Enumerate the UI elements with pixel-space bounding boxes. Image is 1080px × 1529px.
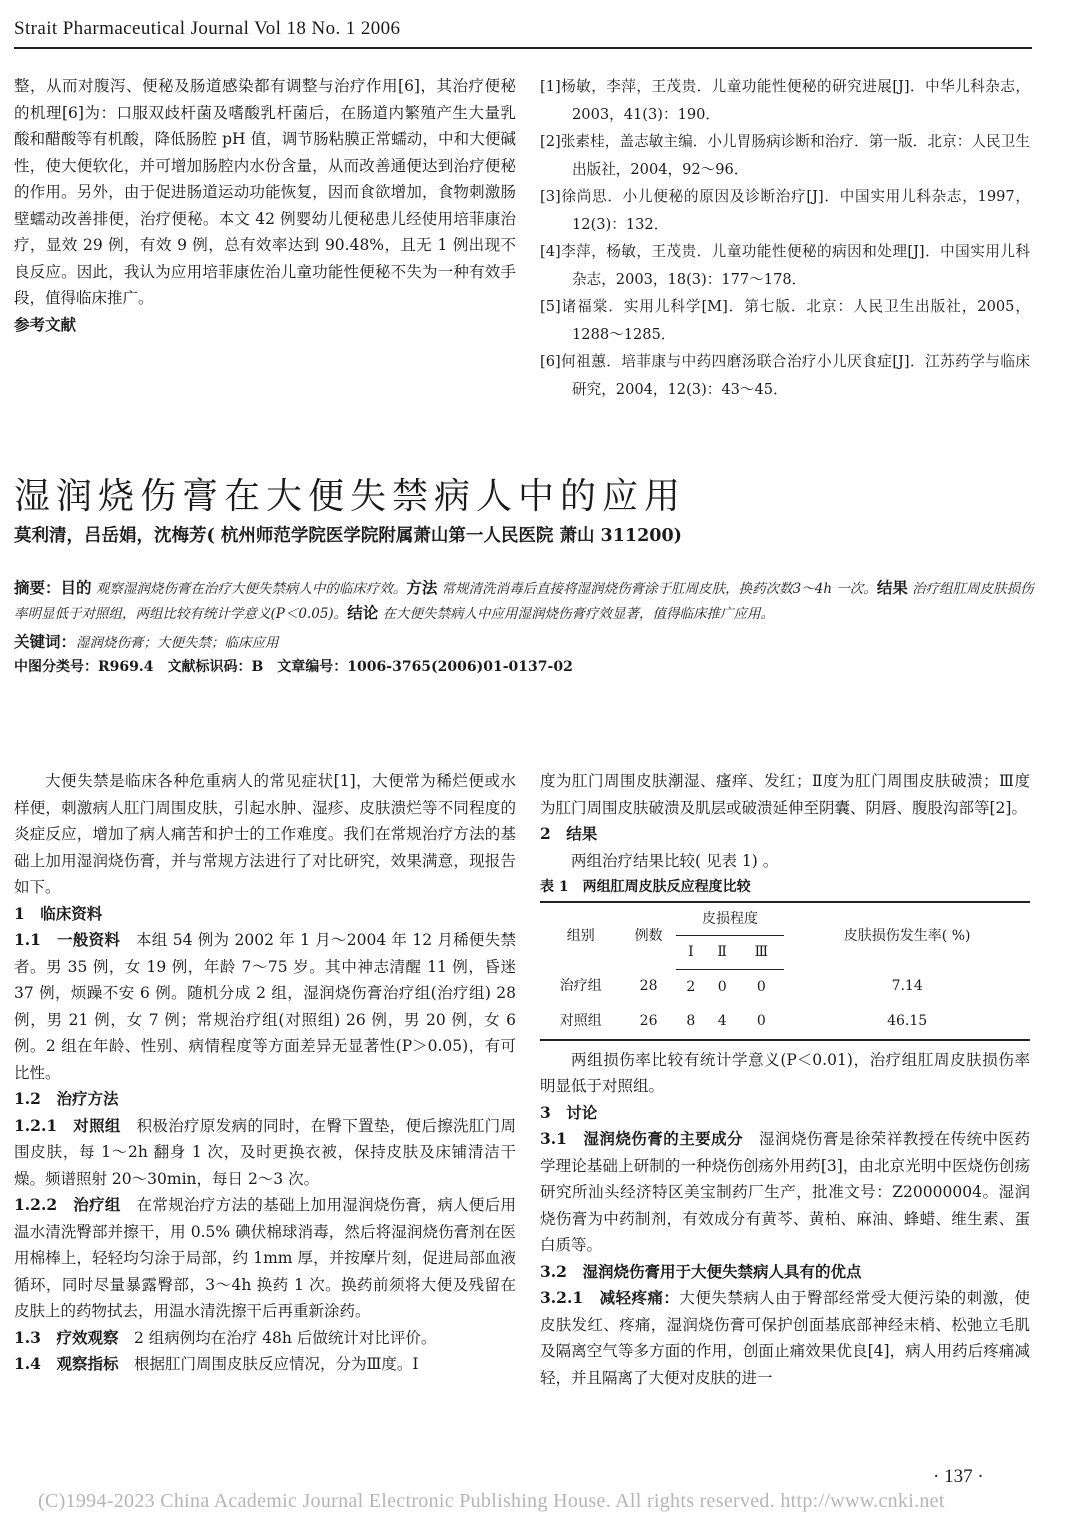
keywords-text: 湿润烧伤膏；大便失禁；临床应用: [76, 635, 279, 651]
section-heading: 3 讨论: [540, 1102, 598, 1122]
method-text: 常规清洗消毒后直接将湿润烧伤膏涂于肛周皮肤，换药次数3～4h 一次。: [441, 581, 877, 597]
table-cell: 8: [676, 1004, 706, 1040]
body-paragraph: [14, 1351, 516, 1378]
subsection-heading: 3.1 湿润烧伤膏的主要成分: [540, 1129, 744, 1148]
reference-item: [4]李萍，杨敏，王茂贵．儿童功能性便秘的病因和处理[J]．中国实用儿科杂志，2003，18(3)：177～178．: [540, 243, 1030, 288]
reference-item: [1]杨敏，李萍，王茂贵．儿童功能性便秘的研究进展[J]．中华儿科杂志，2003，41(3)：190．: [540, 78, 1030, 123]
table-header: 皮损程度: [676, 902, 785, 936]
table-cell: 0: [717, 978, 727, 995]
table-cell: 2: [686, 978, 696, 995]
body-paragraph: [540, 1285, 1030, 1391]
subsection-heading: 1.1 一般资料: [14, 930, 121, 949]
section-heading: 1.2 治疗方法: [14, 1089, 119, 1108]
table-cell: 0: [738, 1004, 784, 1040]
copyright-footer: (C)1994-2023 China Academic Journal Electronic Publishing House. All rights reserved. http://www.cnki.net: [38, 1490, 945, 1512]
subsection-heading: 1.4 观察指标: [14, 1354, 119, 1373]
subsection-heading: 3.2 湿润烧伤膏用于大便失禁病人具有的优点: [540, 1261, 862, 1281]
section-heading: 2 结果: [540, 824, 598, 843]
body-paragraph: [14, 1192, 516, 1325]
table-caption: 表 1 两组肛周皮肤反应程度比较: [540, 879, 751, 895]
subsection-text: 2 组病例均在治疗 48h 后做统计对比评价。: [133, 1328, 437, 1347]
abstract-block: [14, 576, 1034, 679]
subsection-heading: 3.2.1 减轻疼痛：: [540, 1288, 680, 1307]
table-cell: 对照组: [540, 1004, 621, 1040]
subsection-text: 积极治疗原发病的同时，在臀下置垫，便后擦洗肛门周围皮肤，每 1～2h 翻身 1 次，及时更换衣被，保持皮肤及床铺清洁干燥。频谱照射 20～30min，每日 2～3 次。: [14, 1116, 516, 1188]
subsection-heading: 1.3 疗效观察: [14, 1327, 119, 1347]
body-left-column: [14, 768, 516, 1378]
prev-article-paragraph: 整，从而对腹泻、便秘及肠道感染都有调整与治疗作用[6]，其治疗便秘的机理[6]为：口服双歧杆菌及嗜酸乳杆菌后，在肠道内繁殖产生大量乳酸和醋酸等有机酸，降低肠腔 pH 值，调节肠粘膜正常蠕动，中和大便碱性，使大便软化，并可增加肠腔内水份含量，从而改善通便达到治疗便秘的作用。另外，由于促进肠道运动功能恢复，因而食欲增加，食物刺激肠壁蠕动改善排便，治疗便秘。本文 42 例婴幼儿便秘患儿经使用培菲康治疗，显效 29 例，有效 9 例，总有效率达到 90.48%，且无 1 例出现不良反应。因此，我认为应用培菲康佐治儿童功能性便秘不失为一种有效手段，值得临床推广。: [14, 77, 516, 307]
table-cell: 26: [621, 1004, 675, 1040]
table-header: 例数: [621, 902, 675, 970]
body-paragraph: 两组损伤率比较有统计学意义(P＜0.01)，治疗组肛周皮肤损伤率明显低于对照组。: [540, 1050, 1030, 1095]
prev-article-body: [14, 73, 516, 338]
table-cell: 46.15: [784, 1004, 1030, 1040]
subsection-text: 大便失禁病人由于臀部经常受大便污染的刺激，使皮肤发红、疼痛，湿润烧伤膏可保护创面基底部神经末梢、松弛立毛肌及隔离空气等多方面的作用，创面止痛效果优良[4]，病人用药后疼痛减轻，并且隔离了大便对皮肤的进一: [540, 1289, 1030, 1387]
subsection-text: 在常规治疗方法的基础上加用湿润烧伤膏，病人便后用温水清洗臀部并擦干，用 0.5% 碘伏棉球消毒，然后将湿润烧伤膏剂在医用棉棒上，轻轻均匀涂于局部，约 1mm 厚，并按摩片刻，促进局部血液循环，同时尽量暴露臀部，3～4h 换药 1 次。换药前须将大便及残留在皮肤上的药物拭去，用温水清洗擦干后再重新涂药。: [14, 1196, 516, 1320]
article-title: 湿润烧伤膏在大便失禁病人中的应用: [14, 476, 687, 517]
method-label: 方法: [406, 578, 438, 597]
references-list: [540, 73, 1030, 403]
table-cell: 28: [639, 978, 658, 995]
abstract-label: 摘要：: [14, 578, 61, 597]
body-paragraph: 两组治疗结果比较( 见表 1) 。: [571, 851, 779, 870]
body-paragraph: [14, 1113, 516, 1193]
subsection-heading: 1.2.2 治疗组: [14, 1195, 121, 1214]
table-row: [540, 969, 1030, 1004]
body-right-column: [540, 768, 1030, 1391]
classification-line: 中图分类号：R969.4 文献标识码：B 文章编号：1006-3765(2006)01-0137-02: [14, 659, 573, 675]
table-cell: 7.14: [891, 978, 923, 995]
table-subheader: Ⅱ: [706, 936, 738, 970]
subsection-heading: 1.2.1 对照组: [14, 1115, 121, 1135]
reference-item: [2]张素桂，盖志敏主编．小儿胃肠病诊断和治疗．第一版．北京：人民卫生出版社，2004，92～96．: [540, 133, 1030, 178]
subsection-text: 本组 54 例为 2002 年 1 月～2004 年 12 月稀便失禁者。男 35 例，女 19 例，年龄 7～75 岁。其中神志清醒 11 例，昏迷 37 例，烦躁不安 6 例。随机分成 2 组，湿润烧伤膏治疗组(治疗组) 28 例，男 21 例，女 7 例；常规治疗组(对照组) 26 例，男 20 例，女 6 例。2 组在年龄、性别、病情程度等方面差异无显著性(P＞0.05)，有可比性。: [14, 931, 517, 1082]
result-label: 结果: [876, 578, 908, 597]
intro-paragraph: 大便失禁是临床各种危重病人的常见症状[1]，大便常为稀烂便或水样便，刺激病人肛门周围皮肤，引起水肿、湿疹、皮肤溃烂等不同程度的炎症反应，增加了病人痛苦和护士的工作难度。我们在常规治疗方法的基础上加用湿润烧伤膏，并与常规方法进行了对比研究，效果满意，现报告如下。: [14, 772, 516, 896]
result-text: 治疗组肛周皮肤损伤率明显低于对照组，两组比较有统计学意义(P＜0.05)。: [14, 581, 1034, 622]
subsection-text: 湿润烧伤膏是徐荣祥教授在传统中医药学理论基础上研制的一种烧伤创疡外用药[3]，由北京光明中医烧伤创疡研究所汕头经济特区美宝制药厂生产，批准文号：Z20000004。湿润烧伤膏为中药制剂，有效成分有黄芩、黄柏、麻油、蜂蜡、维生素、蛋白质等。: [540, 1130, 1030, 1254]
objective-label: 目的: [60, 578, 92, 597]
body-paragraph: [14, 927, 516, 1086]
header-rule: [14, 47, 1032, 49]
references-heading: 参考文献: [14, 314, 77, 334]
body-paragraph: [540, 1126, 1030, 1259]
conclusion-label: 结论: [347, 603, 379, 622]
table-subheader: Ⅲ: [738, 936, 784, 970]
table-cell: 治疗组: [559, 978, 602, 995]
reference-item: [6]何祖蕙．培菲康与中药四磨汤联合治疗小儿厌食症[J]．江苏药学与临床研究，2004，12(3)：43～45．: [540, 353, 1030, 398]
conclusion-text: 在大便失禁病人中应用湿润烧伤膏疗效显著，值得临床推广应用。: [382, 606, 774, 622]
section-heading: 1 临床资料: [14, 903, 103, 923]
table-row: [540, 1004, 1030, 1040]
table-header: 皮肤损伤发生率( %): [784, 902, 1030, 970]
journal-header: Strait Pharmaceutical Journal Vol 18 No. 1 2006: [14, 18, 401, 39]
table-subheader: Ⅰ: [676, 936, 706, 970]
objective-text: 观察湿润烧伤膏在治疗大便失禁病人中的临床疗效。: [95, 581, 407, 597]
reference-item: [5]诸福棠．实用儿科学[M]．第七版．北京：人民卫生出版社，2005，1288～1285．: [540, 298, 1030, 343]
article-authors: 莫利清，吕岳娟，沈梅芳( 杭州师范学院医学院附属萧山第一人民医院 萧山 311200): [14, 526, 682, 546]
table-header: 组别: [540, 902, 621, 970]
body-paragraph: [14, 1325, 516, 1352]
table-cell: 0: [756, 978, 766, 995]
results-table: [540, 901, 1030, 1041]
subsection-text: 根据肛门周围皮肤反应情况，分为Ⅲ度。Ⅰ: [133, 1355, 419, 1373]
page-number: · 137 ·: [933, 1466, 984, 1487]
table-cell: 4: [706, 1004, 738, 1040]
reference-item: [3]徐尚思．小儿便秘的原因及诊断治疗[J]．中国实用儿科杂志，1997，12(3)：132．: [540, 188, 1030, 233]
abstract-text: [14, 576, 1034, 626]
body-paragraph: 度为肛门周围皮肤潮湿、瘙痒、发红；Ⅱ度为肛门周围皮肤破溃；Ⅲ度为肛门周围皮肤破溃及肌层或破溃延伸至阴囊、阴唇、腹股沟部等[2]。: [540, 772, 1030, 817]
keywords-line: [14, 630, 1034, 655]
keywords-label: 关键词：: [14, 632, 77, 651]
